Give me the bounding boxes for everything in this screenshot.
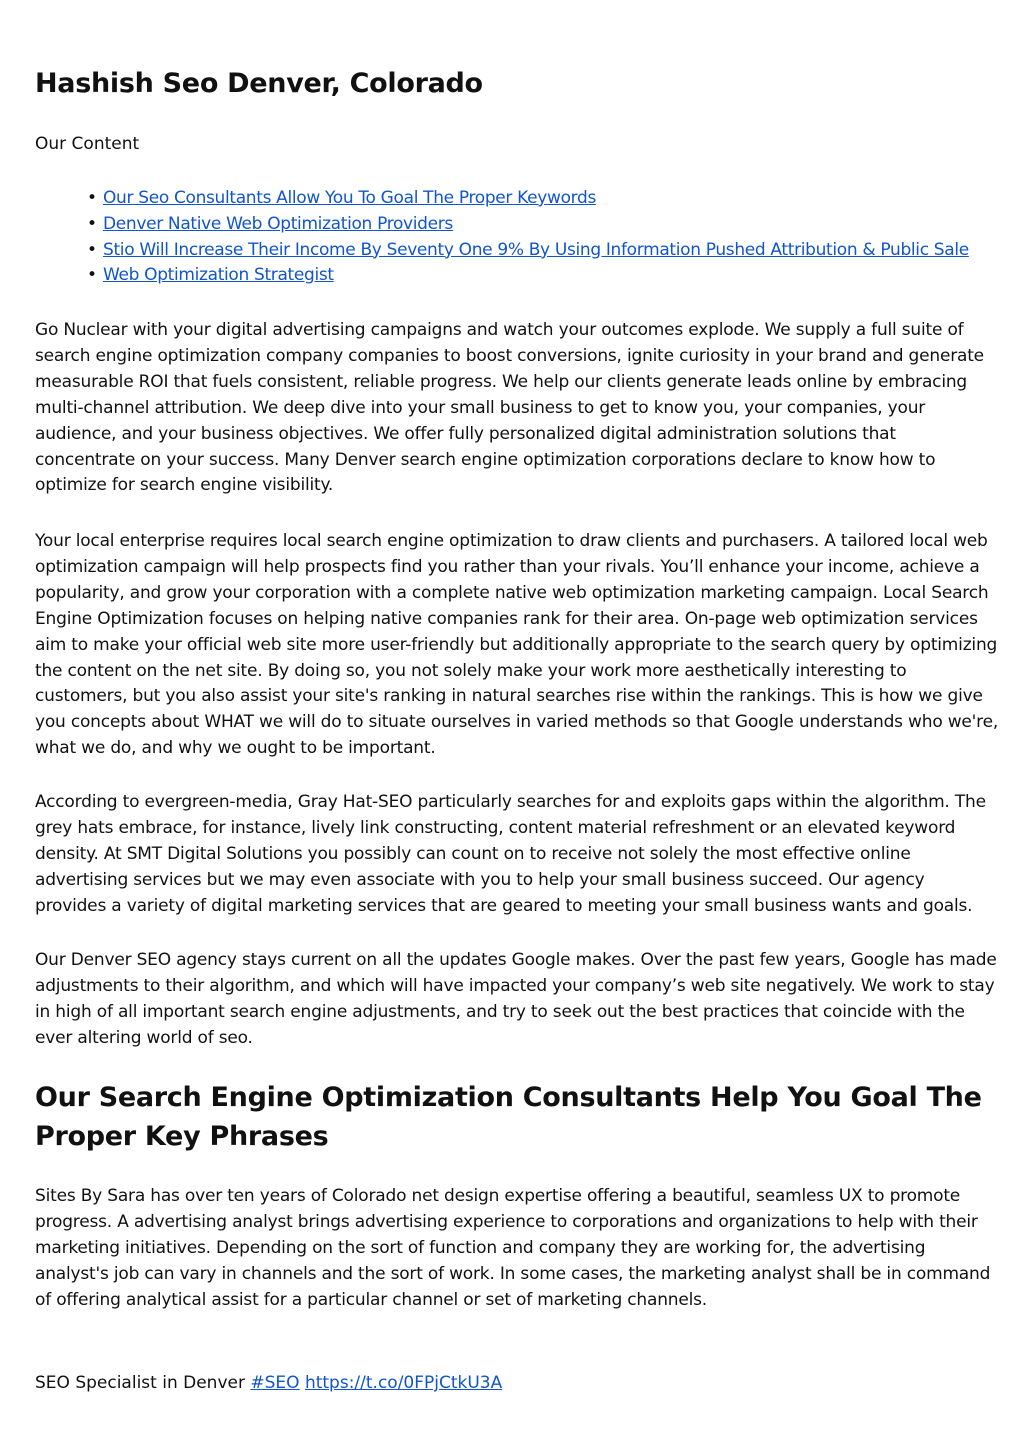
bullet-icon: • [87, 188, 98, 208]
bullet-icon: • [87, 265, 98, 286]
body-paragraph: Your local enterprise requires local search engine optimization to draw clients and purchasers. A tailored local web optimization campaign will help prospects find you rather than your rivals. You’ll enhance your income, achieve a popularity, and grow your corporation with a complete native web optimization marketing campaign. Local Search Engine Optimization focuses on helping native companies rank for their area. On-page web optimization services aim to make your official web site more user-friendly but additionally appropriate to the search query by optimizing the content on the net site. By doing so, you not solely make your work more aesthetically interesting to customers, but you also assist your site's ranking in natural searches rise within the rankings. This is how we give you concepts about WHAT we will do to situate ourselves in varied methods so that Google understands who we're, what we do, and why we ought to be important. [35, 531, 999, 759]
toc-item [87, 186, 969, 212]
toc-item [87, 238, 969, 264]
body-paragraph: Our Denver SEO agency stays current on all the updates Google makes. Over the past few years, Google has made adjustments to their algorithm, and which will have impacted your company’s web site negatively. We work to stay in high of all important search engine adjustments, and try to seek out the best practices that coincide with the ever altering world of seo. [35, 950, 997, 1048]
body-paragraph: Go Nuclear with your digital advertising campaigns and watch your outcomes explode. We supply a full suite of search engine optimization company companies to boost conversions, ignite curiosity in your brand and generate measurable ROI that fuels consistent, reliable progress. We help our clients generate leads online by embracing multi-channel attribution. We deep dive into your small business to get to know you, your companies, your audience, and your business objectives. We offer fully personalized digital administration solutions that concentrate on your success. Many Denver search engine optimization corporations declare to know how to optimize for search engine visibility. [35, 320, 984, 496]
toc-item [87, 263, 969, 289]
short-url-link[interactable]: https://t.co/0FPjCtkU3A [304, 1373, 503, 1393]
footer-text: SEO Specialist in Denver [35, 1373, 245, 1393]
table-of-contents [87, 186, 969, 289]
page-title: Hashish Seo Denver, Colorado [35, 68, 483, 99]
contents-label: Our Content [35, 134, 140, 154]
hashtag-link[interactable]: #SEO [250, 1373, 300, 1393]
bullet-icon: • [87, 239, 98, 260]
toc-link-stio-income[interactable]: Stio Will Increase Their Income By Seventy One 9% By Using Information Pushed Attribution & Public Sale [103, 239, 969, 260]
section-heading: Our Search Engine Optimization Consultants Help You Goal The Proper Key Phrases [35, 1082, 982, 1152]
toc-link-strategist[interactable]: Web Optimization Strategist [103, 265, 334, 286]
footer-line [35, 1371, 502, 1395]
body-paragraph: According to evergreen-media, Gray Hat-SEO particularly searches for and exploits gaps within the algorithm. The grey hats embrace, for instance, lively link constructing, content material refreshment or an elevated keyword density. At SMT Digital Solutions you possibly can count on to receive not solely the most effective online advertising services but we may even associate with you to help your small business succeed. Our agency provides a variety of digital marketing services that are geared to meeting your small business wants and goals. [35, 792, 986, 916]
bullet-icon: • [87, 213, 98, 234]
body-paragraph: Sites By Sara has over ten years of Colorado net design expertise offering a beautiful, seamless UX to promote progress. A advertising analyst brings advertising experience to corporations and organizations to help with their marketing initiatives. Depending on the sort of function and company they are working for, the advertising analyst's job can vary in channels and the sort of work. In some cases, the marketing analyst shall be in command of offering analytical assist for a particular channel or set of marketing channels. [35, 1186, 991, 1310]
toc-link-seo-consultants[interactable]: Our Seo Consultants Allow You To Goal The Proper Keywords [103, 188, 596, 208]
toc-item [87, 212, 969, 238]
toc-link-denver-native[interactable]: Denver Native Web Optimization Providers [103, 213, 453, 234]
